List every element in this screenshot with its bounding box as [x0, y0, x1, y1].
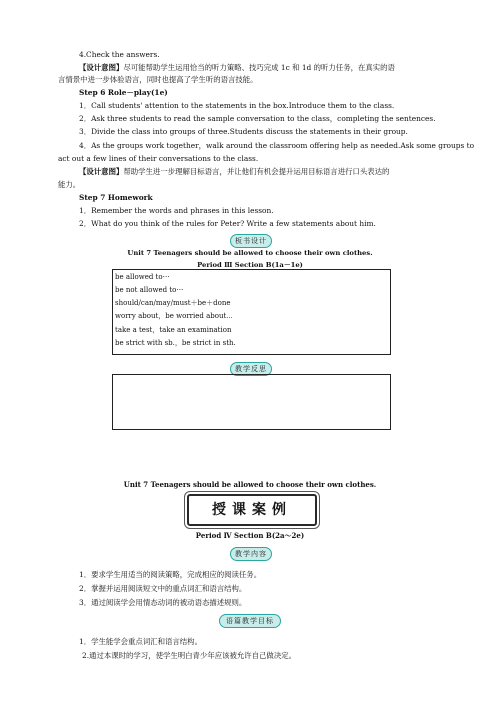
lesson-case-banner-text: 授课案例 — [212, 502, 292, 518]
step6-item: 4．As the groups work together，walk around the classroom offering help as needed.Ask some groups to — [79, 141, 475, 150]
discourse-goals-badge: 语篇教学目标 — [219, 614, 281, 628]
design-intent-paragraph-2 — [79, 167, 389, 177]
teaching-reflection-box — [112, 374, 391, 430]
check-answers-line: 4.Check the answers. — [79, 50, 160, 59]
board-design-line: take a test，take an examination — [115, 326, 232, 334]
teaching-content-badge: 教学内容 — [230, 547, 272, 561]
next-period-title: Period Ⅳ Section B(2a～2e) — [195, 531, 305, 540]
next-unit-title: Unit 7 Teenagers should be allowed to choose their own clothes. — [123, 480, 377, 489]
step6-heading: Step 6 Role－play(1e) — [79, 88, 168, 97]
board-design-line: be not allowed to⋯ — [115, 286, 184, 294]
design-intent-paragraph-1 — [79, 63, 395, 73]
step7-item: 2．What do you think of the rules for Peter? Write a few statements about him. — [79, 219, 376, 228]
step6-item: 3．Divide the class into groups of three.Students discuss the statements in their group. — [79, 127, 408, 136]
teaching-content-item: 2．掌握并运用阅读短文中的重点词汇和语言结构。 — [79, 584, 247, 593]
board-design-badge: 板书设计 — [230, 234, 272, 248]
board-design-line: worry about，be worried about⋯ — [115, 312, 233, 320]
design-intent-paragraph-2-cont: 能力。 — [58, 180, 81, 189]
design-intent-text: 尽可能帮助学生运用恰当的听力策略、技巧完成 1c 和 1d 的听力任务，在真实的语 — [123, 63, 395, 72]
discourse-goals-item: 1．学生能学会重点词汇和语言结构。 — [79, 637, 202, 646]
teaching-content-item: 3．通过阅读学会用情态动词的被动语态描述规则。 — [79, 598, 247, 607]
discourse-goals-item: 2.通过本课时的学习，使学生明白青少年应该被允许自己做决定。 — [82, 651, 296, 660]
teaching-reflection-badge: 教学反思 — [230, 362, 272, 376]
board-design-line: be strict with sb.，be strict in sth. — [115, 339, 236, 347]
design-intent-label: 【设计意图】 — [79, 63, 124, 72]
step6-item: 1．Call students' attention to the statements in the box.Introduce them to the class. — [79, 101, 395, 110]
design-intent-text: 帮助学生进一步理解目标语言，并让他们有机会提升运用目标语言进行口头表达的 — [123, 167, 390, 176]
design-intent-paragraph-1-cont: 言情景中进一步体验语言，同时也提高了学生听的语言技能。 — [58, 75, 258, 84]
board-design-title: Unit 7 Teenagers should be allowed to choose their own clothes. — [127, 249, 373, 257]
board-design-line: be allowed to⋯ — [115, 273, 170, 281]
design-intent-label: 【设计意图】 — [79, 167, 124, 176]
step6-item-cont: act out a few lines of their conversations to the class. — [58, 154, 259, 163]
step7-item: 1．Remember the words and phrases in this lesson. — [79, 206, 274, 215]
step6-item: 2．Ask three students to read the sample conversation to the class，completing the sentences. — [79, 114, 436, 123]
step7-heading: Step 7 Homework — [79, 193, 153, 202]
lesson-case-banner — [187, 494, 317, 526]
board-design-subtitle: Period Ⅲ Section B(1a－1e) — [197, 261, 303, 269]
board-design-line: should/can/may/must＋be＋done — [115, 299, 231, 307]
teaching-content-item: 1．要求学生用适当的阅读策略，完成相应的阅读任务。 — [79, 570, 262, 579]
board-design-box — [112, 269, 391, 355]
